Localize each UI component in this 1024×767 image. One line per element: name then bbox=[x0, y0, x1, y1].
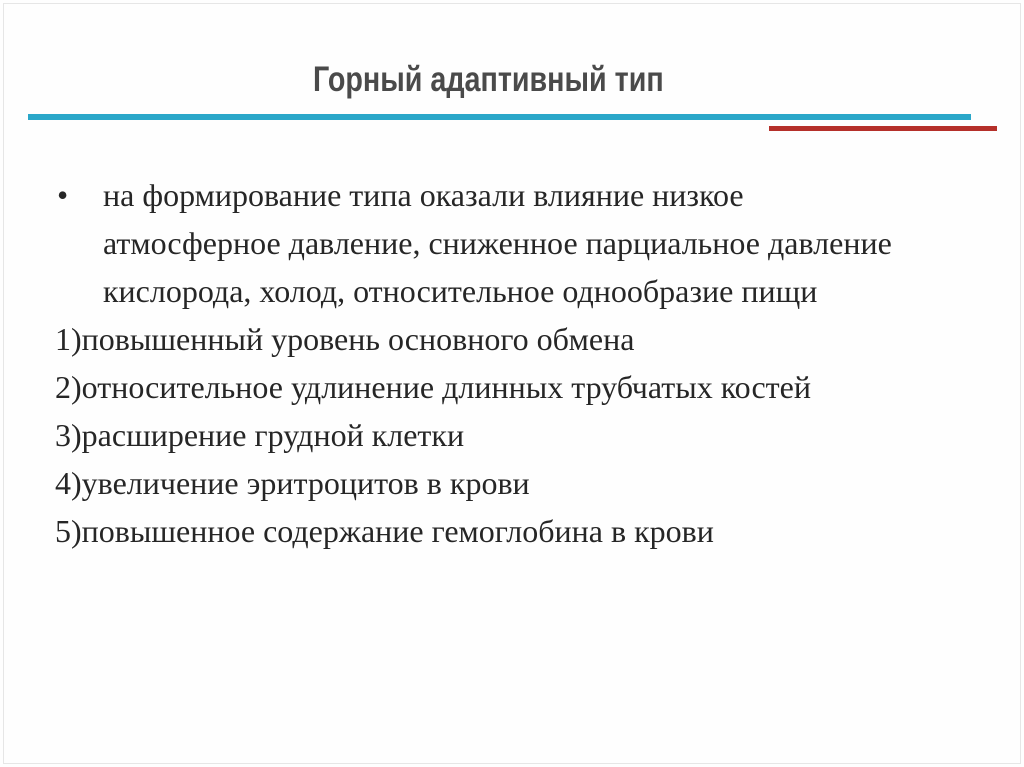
bullet-text: на формирование типа оказали влияние низкое атмосферное давление, сниженное парциальное давление кислорода, холод, относительное однообразие пищи bbox=[103, 177, 892, 309]
slide-body bbox=[55, 171, 995, 555]
list-item: 2)относительное удлинение длинных трубчатых костей bbox=[55, 369, 811, 405]
bullet-dot: • bbox=[57, 177, 69, 213]
slide-title: Горный адаптивный тип bbox=[313, 60, 664, 99]
bullet-paragraph bbox=[55, 171, 995, 315]
list-item: 5)повышенное содержание гемоглобина в крови bbox=[55, 513, 714, 549]
list-item: 1)повышенный уровень основного обмена bbox=[55, 321, 635, 357]
list-item: 3)расширение грудной клетки bbox=[55, 417, 465, 453]
title-underline-red bbox=[769, 126, 997, 131]
title-underline-blue bbox=[28, 114, 971, 120]
list-item: 4)увеличение эритроцитов в крови bbox=[55, 465, 530, 501]
